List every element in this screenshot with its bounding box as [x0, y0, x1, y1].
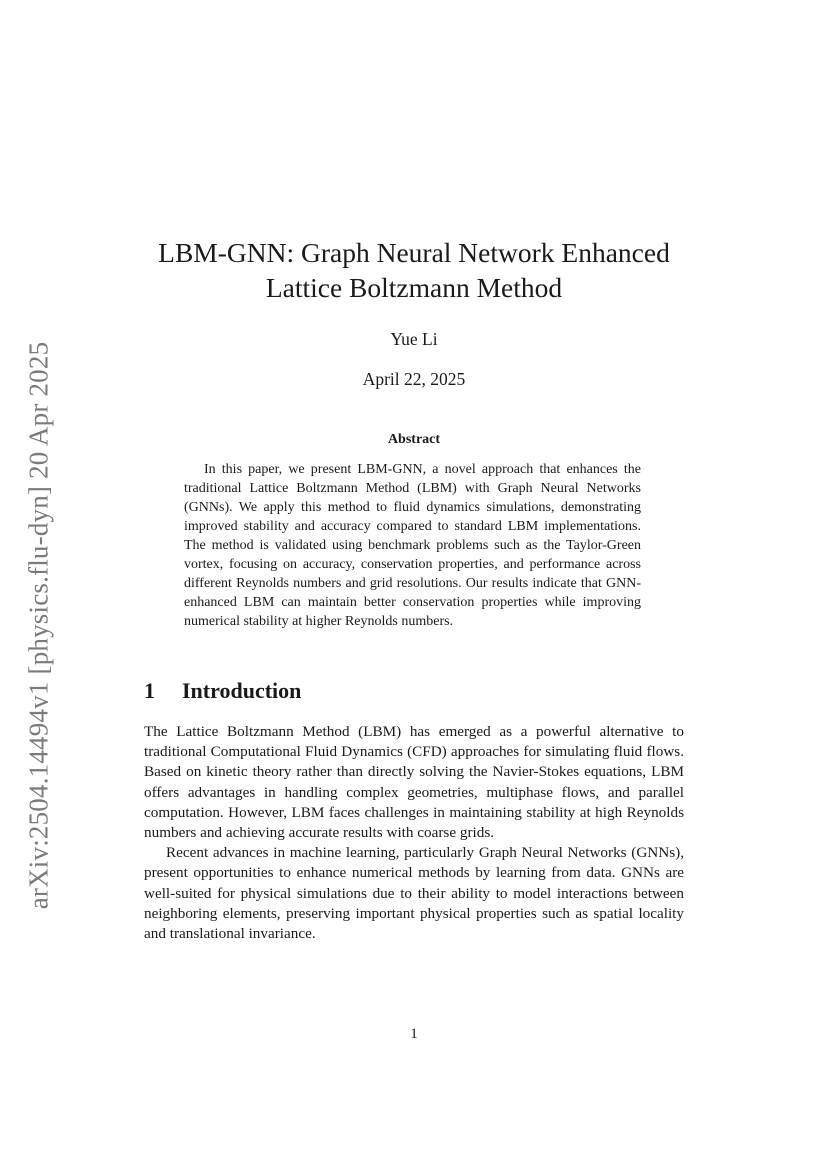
- abstract-heading: Abstract: [387, 432, 441, 447]
- section-heading-introduction: [144, 678, 301, 704]
- paper-title-line-1: LBM-GNN: Graph Neural Network Enhanced: [158, 237, 670, 268]
- paragraph: Recent advances in machine learning, particularly Graph Neural Networks (GNNs), present opportunities to enhance numerical methods by learning from data. GNNs are well-suited for physical simulations due to their ability to model interactions between neighboring elements, preserving important physical properties such as spatial locality and translational invariance.: [144, 844, 684, 943]
- section-number: 1: [144, 678, 155, 703]
- arxiv-identifier-stamp: [14, 330, 64, 920]
- section-title: Introduction: [182, 678, 302, 703]
- page-number: 1: [410, 1026, 418, 1042]
- arxiv-identifier-text: arXiv:2504.14494v1 [physics.flu-dyn] 20 Apr 2025: [23, 341, 54, 909]
- introduction-body: [144, 722, 684, 944]
- paper-title-line-2: Lattice Boltzmann Method: [265, 272, 563, 303]
- paragraph: The Lattice Boltzmann Method (LBM) has emerged as a powerful alternative to traditional Computational Fluid Dynamics (CFD) approaches for simulating fluid flows. Based on kinetic theory rather than directly solving the Navier-Stokes equations, LBM offers advantages in handling complex geometries, multiphase flows, and parallel computation. However, LBM faces challenges in maintaining stability at high Reynolds numbers and achieving accurate results with coarse grids.: [144, 723, 684, 842]
- author-name: Yue Li: [390, 329, 438, 349]
- paper-title: [100, 235, 728, 305]
- abstract-text: In this paper, we present LBM-GNN, a novel approach that enhances the traditional Lattice Boltzmann Method (LBM) with Graph Neural Networks (GNNs). We apply this method to fluid dynamics simulations, demonstrating improved stability and accuracy compared to standard LBM implementations. The method is validated using benchmark problems such as the Taylor-Green vortex, focusing on accuracy, conservation properties, and performance across different Reynolds numbers and grid resolutions. Our results indicate that GNN-enhanced LBM can maintain better conservation properties while improving numerical stability at higher Reynolds numbers.: [184, 462, 641, 629]
- publication-date: April 22, 2025: [362, 369, 466, 389]
